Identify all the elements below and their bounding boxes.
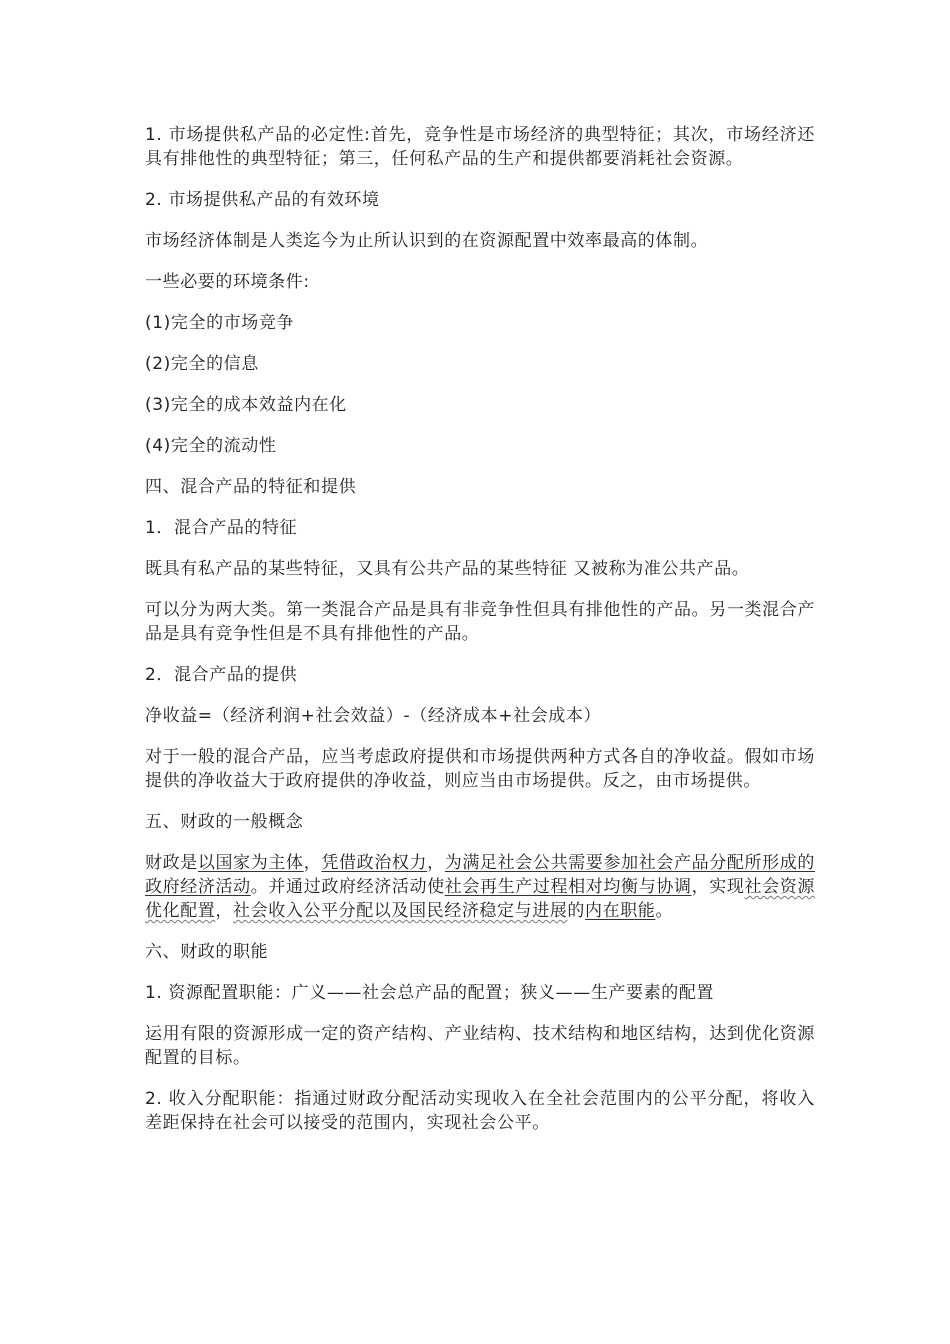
text-span: ， bbox=[427, 853, 445, 873]
paragraph-effective-environment-heading: 2. 市场提供私产品的有效环境 bbox=[145, 190, 380, 210]
underlined-phrase: 社会再生产过程相对均衡与协调 bbox=[444, 877, 692, 897]
underlined-phrase: 内在职能 bbox=[585, 901, 656, 921]
list-item-competition: (1)完全的市场竞争 bbox=[145, 313, 295, 333]
paragraph-environment-conditions: 一些必要的环境条件: bbox=[145, 272, 310, 292]
underlined-phrase: 为满足社会公共需要参加社会产品分配所形成的政府经济活动 bbox=[145, 853, 815, 897]
wavy-underlined-phrase: 社会收入公平分配以及国民经济稳定与进展 bbox=[233, 901, 568, 921]
list-item-mobility: (4)完全的流动性 bbox=[145, 436, 277, 456]
paragraph-market-economy-system: 市场经济体制是人类迄今为止所认识到的在资源配置中效率最高的体制。 bbox=[145, 231, 709, 251]
text-span: 财政是 bbox=[145, 853, 198, 873]
section-heading-fiscal-concept: 五、财政的一般概念 bbox=[145, 812, 304, 832]
text-span: ， bbox=[215, 901, 234, 921]
text-span: 。并通过政府经济活动使 bbox=[250, 877, 445, 897]
text-span: 的 bbox=[567, 901, 586, 921]
subheading-mixed-goods-provision: 2．混合产品的提供 bbox=[145, 665, 298, 685]
paragraph-mixed-goods-types: 可以分为两大类。第一类混合产品是具有非竞争性但具有排他性的产品。另一类混合产品是具有竞争性但是不具有排他性的产品。 bbox=[145, 600, 815, 644]
paragraph-income-distribution: 2. 收入分配职能：指通过财政分配活动实现收入在全社会范围内的公平分配，将收入差距保持在社会可以接受的范围内，实现社会公平。 bbox=[145, 1089, 815, 1133]
list-item-cost-benefit: (3)完全的成本效益内在化 bbox=[145, 395, 347, 415]
text-span: ，实现 bbox=[691, 877, 745, 897]
underlined-phrase: 凭借政治权力 bbox=[321, 853, 428, 873]
paragraph-provision-comparison: 对于一般的混合产品，应当考虑政府提供和市场提供两种方式各自的净收益。假如市场提供的净收益大于政府提供的净收益，则应当由市场提供。反之，由市场提供。 bbox=[145, 747, 815, 791]
subheading-mixed-goods-features: 1．混合产品的特征 bbox=[145, 518, 298, 538]
wavy-underlined-phrase: 社会资源优化配置 bbox=[145, 877, 815, 921]
text-span: 。 bbox=[655, 901, 674, 921]
paragraph-fiscal-definition bbox=[145, 851, 815, 923]
paragraph-resource-allocation: 1. 资源配置职能：广义——社会总产品的配置；狭义——生产要素的配置 bbox=[145, 983, 715, 1003]
paragraph-net-benefit-formula: 净收益=（经济利润+社会效益）-（经济成本+社会成本） bbox=[145, 706, 602, 726]
underlined-phrase: 以国家为主体 bbox=[197, 853, 304, 873]
section-heading-fiscal-functions: 六、财政的职能 bbox=[145, 942, 269, 962]
list-item-information: (2)完全的信息 bbox=[145, 354, 259, 374]
paragraph-mixed-goods-definition: 既具有私产品的某些特征，又具有公共产品的某些特征 又被称为准公共产品。 bbox=[145, 559, 750, 579]
paragraph-resource-allocation-detail: 运用有限的资源形成一定的资产结构、产业结构、技术结构和地区结构，达到优化资源配置的目标。 bbox=[145, 1024, 815, 1068]
paragraph-private-goods-necessity: 1. 市场提供私产品的必定性:首先，竞争性是市场经济的典型特征；其次，市场经济还具有排他性的典型特征；第三，任何私产品的生产和提供都要消耗社会资源。 bbox=[145, 125, 815, 169]
section-heading-mixed-goods: 四、混合产品的特征和提供 bbox=[145, 477, 357, 497]
document-page bbox=[145, 123, 815, 1152]
text-span: ， bbox=[303, 853, 322, 873]
